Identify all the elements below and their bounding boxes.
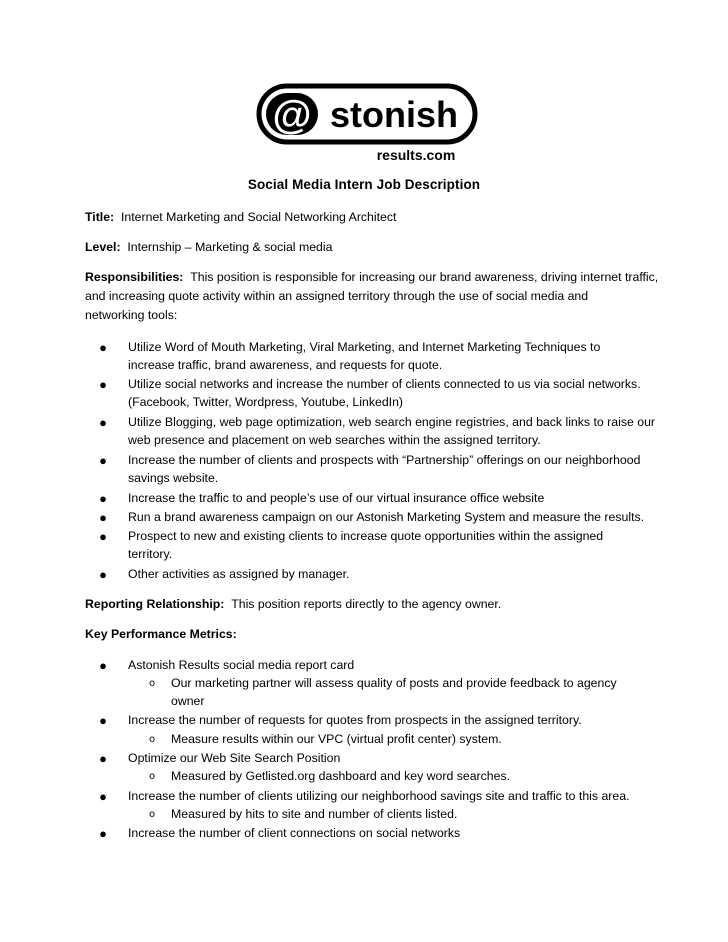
responsibilities-intro-line	[85, 269, 658, 286]
logo-main-text: stonish	[329, 94, 459, 135]
sub-list-item: Measured by Getlisted.org dashboard and key word searches.	[171, 769, 511, 783]
sub-list-item: Our marketing partner will assess quality of posts and provide feedback to agency	[171, 676, 617, 690]
responsibilities-intro-text: and increasing quote activity within an assigned territory through the use of social media and	[85, 289, 589, 303]
sub-list-item: Measured by hits to site and number of clients listed.	[171, 807, 458, 821]
list-item: Prospect to new and existing clients to increase quote opportunities within the assigned	[128, 529, 604, 543]
list-item: Run a brand awareness campaign on our Astonish Marketing System and measure the results.	[128, 510, 645, 524]
list-item: Other activities as assigned by manager.	[128, 567, 350, 581]
list-item: Increase the number of clients utilizing our neighborhood savings site and traffic to this area.	[128, 789, 630, 803]
bullet-icon: ●	[99, 510, 107, 525]
level-line	[85, 239, 332, 256]
bullet-icon: ●	[99, 567, 107, 582]
level-value: Internship – Marketing & social media	[127, 240, 333, 254]
bullet-icon: ●	[99, 826, 107, 841]
responsibilities-label: Responsibilities:	[85, 270, 184, 284]
document-title: Social Media Intern Job Description	[247, 177, 481, 192]
reporting-value: This position reports directly to the agency owner.	[231, 597, 502, 611]
bullet-icon: ●	[99, 529, 107, 544]
list-item-continuation: increase traffic, brand awareness, and requests for quote.	[128, 358, 443, 372]
sub-bullet-icon: o	[148, 734, 156, 745]
list-item-continuation: (Facebook, Twitter, Wordpress, Youtube, LinkedIn)	[128, 395, 404, 409]
bullet-icon: ●	[99, 713, 107, 728]
astonish-results-logo	[256, 83, 478, 163]
bullet-icon: ●	[99, 491, 107, 506]
title-line	[85, 209, 396, 226]
level-label: Level:	[85, 240, 121, 254]
sub-bullet-icon: o	[148, 771, 156, 782]
sub-bullet-icon: o	[148, 678, 156, 689]
bullet-icon: ●	[99, 453, 107, 468]
logo-at-glyph: @	[272, 93, 312, 137]
list-item-continuation: savings website.	[128, 471, 219, 485]
bullet-icon: ●	[99, 415, 107, 430]
bullet-icon: ●	[99, 789, 107, 804]
title-value: Internet Marketing and Social Networking Architect	[121, 210, 397, 224]
list-item: Utilize Blogging, web page optimization, web search engine registries, and back links to raise our	[128, 415, 656, 429]
list-item: Utilize Word of Mouth Marketing, Viral Marketing, and Internet Marketing Techniques to	[128, 340, 601, 354]
sub-list-item: Measure results within our VPC (virtual profit center) system.	[171, 732, 502, 746]
list-item: Increase the number of clients and prospects with “Partnership” offerings on our neighborhood	[128, 453, 641, 467]
kpm-heading: Key Performance Metrics:	[85, 627, 237, 641]
logo-sub-text: results.com	[376, 147, 456, 163]
reporting-line	[85, 596, 501, 613]
list-item: Increase the number of client connections on social networks	[128, 826, 461, 840]
list-item: Optimize our Web Site Search Position	[128, 751, 341, 765]
bullet-icon: ●	[99, 377, 107, 392]
reporting-label: Reporting Relationship:	[85, 597, 225, 611]
sub-bullet-icon: o	[148, 809, 156, 820]
responsibilities-intro-text: networking tools:	[85, 308, 178, 322]
list-item: Increase the number of requests for quotes from prospects in the assigned territory.	[128, 713, 582, 727]
list-item: Increase the traffic to and people’s use of our virtual insurance office website	[128, 491, 545, 505]
responsibilities-intro-text: This position is responsible for increasing our brand awareness, driving internet traffic,	[190, 270, 659, 284]
bullet-icon: ●	[99, 340, 107, 355]
list-item: Astonish Results social media report card	[128, 658, 355, 672]
list-item: Utilize social networks and increase the number of clients connected to us via social networks.	[128, 377, 641, 391]
bullet-icon: ●	[99, 751, 107, 766]
title-label: Title:	[85, 210, 115, 224]
list-item-continuation: web presence and placement on web searches within the assigned territory.	[128, 433, 541, 447]
sub-list-item-continuation: owner	[171, 694, 205, 708]
list-item-continuation: territory.	[128, 547, 173, 561]
bullet-icon: ●	[99, 658, 107, 673]
